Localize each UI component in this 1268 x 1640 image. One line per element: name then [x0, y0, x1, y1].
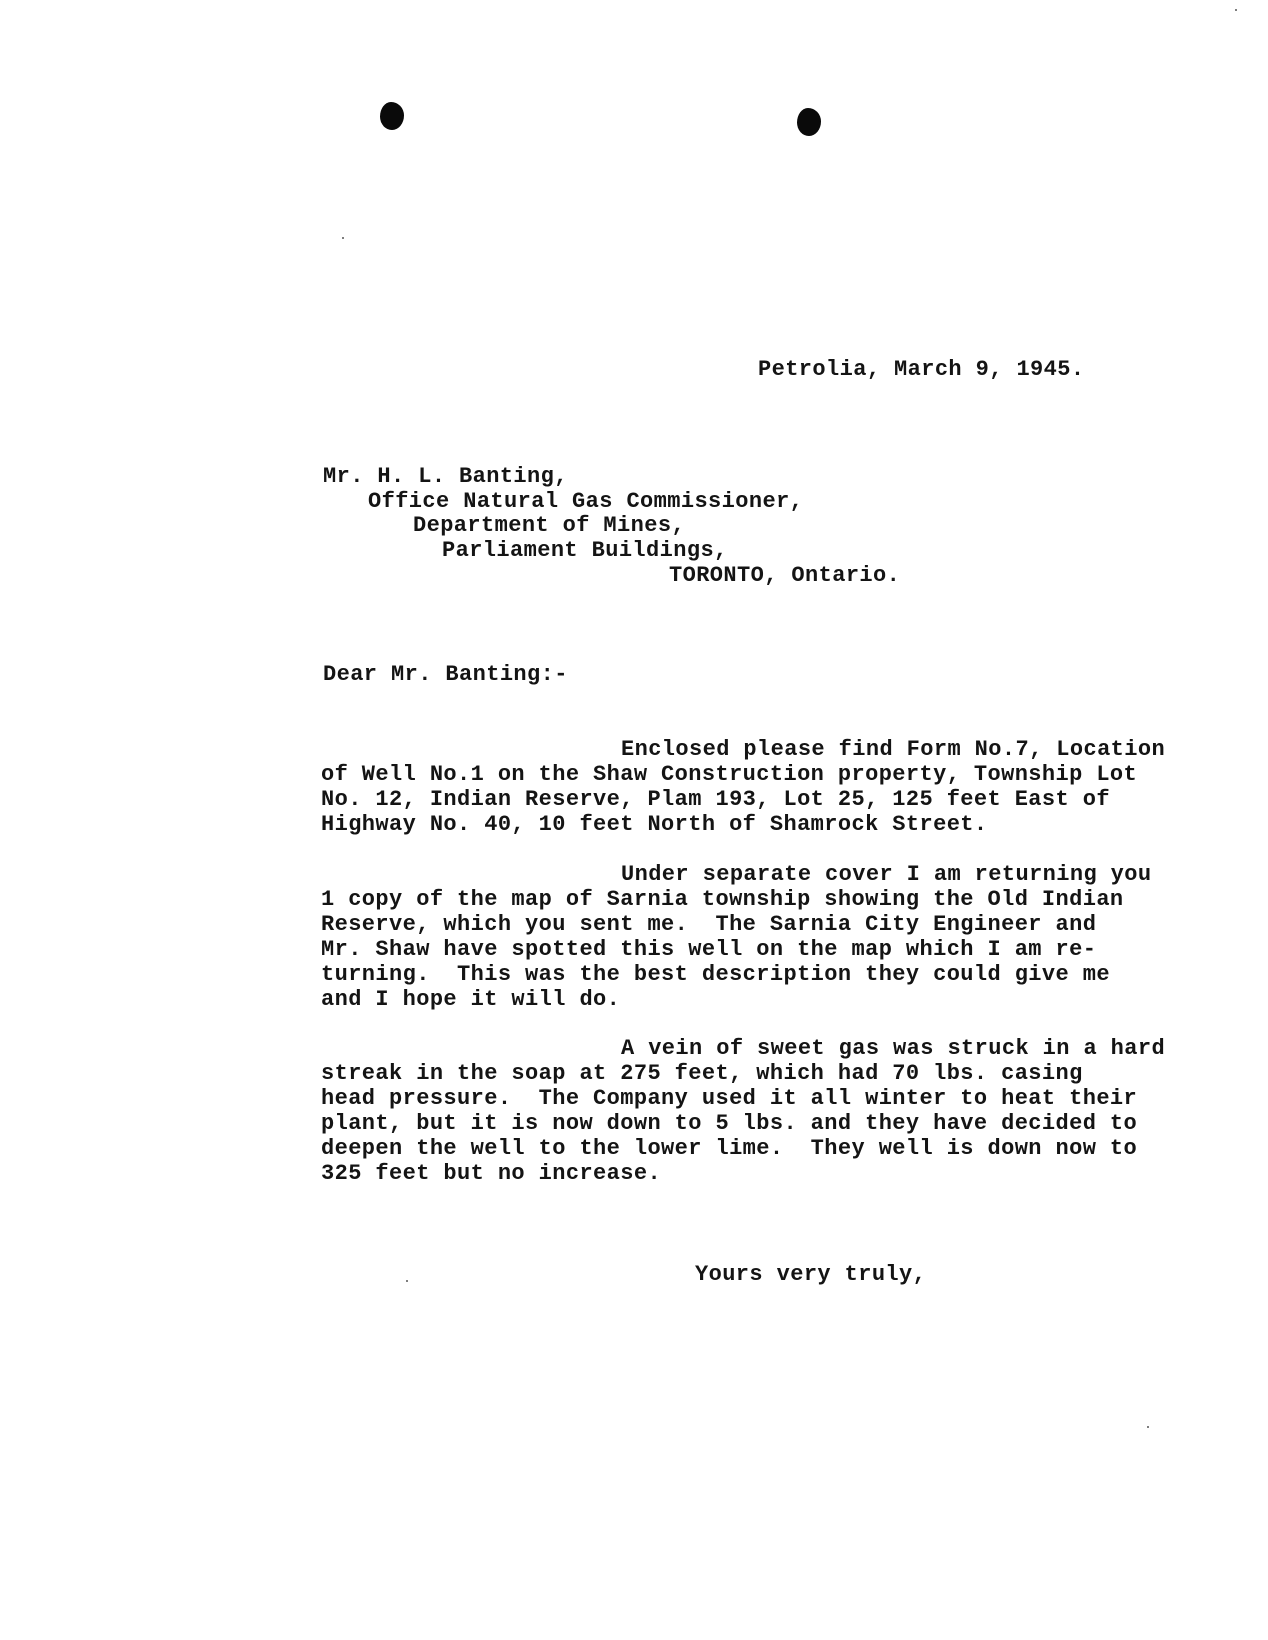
scan-speck [1147, 1426, 1149, 1428]
address-line: TORONTO, Ontario. [669, 563, 901, 588]
paragraph-line: plant, but it is now down to 5 lbs. and they have decided to [321, 1111, 1138, 1136]
address-line: Mr. H. L. Banting, [323, 464, 568, 489]
paragraph-line: Enclosed please find Form No.7, Location [621, 737, 1166, 762]
paragraph-line: Mr. Shaw have spotted this well on the map which I am re- [321, 937, 1097, 962]
paragraph-line: turning. This was the best description they could give me [321, 962, 1110, 987]
scan-speck [406, 1280, 408, 1282]
paragraph-line: Under separate cover I am returning you [621, 862, 1152, 887]
paragraph-line: of Well No.1 on the Shaw Construction property, Township Lot [321, 762, 1138, 787]
complimentary-close: Yours very truly, [695, 1262, 927, 1287]
salutation: Dear Mr. Banting:- [323, 662, 568, 687]
address-line: Parliament Buildings, [442, 538, 728, 563]
paragraph-line: Highway No. 40, 10 feet North of Shamrock Street. [321, 812, 988, 837]
paragraph-line: A vein of sweet gas was struck in a hard [621, 1036, 1166, 1061]
dateline: Petrolia, March 9, 1945. [758, 357, 1085, 382]
paragraph-line: and I hope it will do. [321, 987, 621, 1012]
address-line: Office Natural Gas Commissioner, [368, 489, 804, 514]
paragraph-line: deepen the well to the lower lime. They well is down now to [321, 1136, 1138, 1161]
address-line: Department of Mines, [413, 513, 686, 538]
paragraph-line: streak in the soap at 275 feet, which had 70 lbs. casing [321, 1061, 1083, 1086]
paragraph-line: Reserve, which you sent me. The Sarnia City Engineer and [321, 912, 1097, 937]
paragraph-line: 325 feet but no increase. [321, 1161, 662, 1186]
scan-speck [1235, 9, 1237, 11]
punch-hole-left [380, 102, 404, 130]
paragraph-line: No. 12, Indian Reserve, Plam 193, Lot 25, 125 feet East of [321, 787, 1110, 812]
punch-hole-right [797, 108, 821, 136]
scan-speck [342, 237, 344, 239]
paragraph-line: head pressure. The Company used it all winter to heat their [321, 1086, 1138, 1111]
paragraph-line: 1 copy of the map of Sarnia township showing the Old Indian [321, 887, 1124, 912]
